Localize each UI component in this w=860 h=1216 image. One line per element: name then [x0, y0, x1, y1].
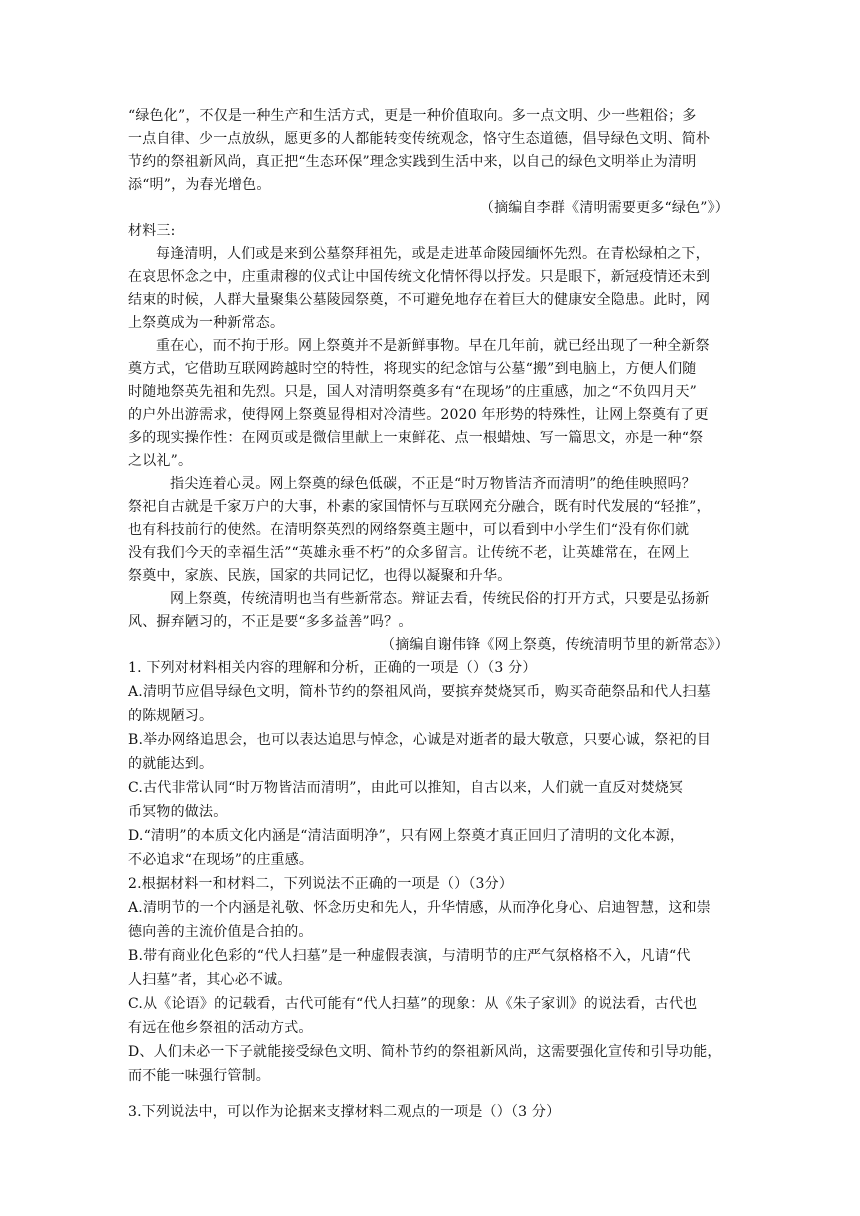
option-line: D.“清明”的本质文化内涵是“清洁面明净”，只有网上祭奠才真正回归了清明的文化本源，	[128, 828, 685, 844]
question-stem: 1. 下列对材料相关内容的理解和分析，正确的一项是（）（3 分）	[128, 660, 537, 676]
option-line: 人扫墓”者，其心必不诚。	[128, 972, 292, 988]
option-line: 的就能达到。	[128, 756, 214, 772]
option-line: 德向善的主流价值是合拍的。	[128, 924, 313, 940]
paragraph-line: 没有我们今天的幸福生活”“英雄永垂不朽”的众多留言。让传统不老，让英雄常在，在网上	[128, 545, 690, 561]
option-line: 不必追求“在现场”的庄重感。	[128, 852, 314, 868]
source-citation: （摘编自李群《清明需要更多“绿色”》）	[479, 200, 729, 216]
paragraph-line: 重在心，而不拘于形。网上祭奠并不是新鲜事物。早在几年前，就已经出现了一种全新祭	[156, 338, 710, 354]
option-line: 币冥物的做法。	[128, 804, 228, 820]
paragraph-line: 也有科技前行的使然。在清明祭英烈的网络祭奠主题中，可以看到中小学生们“没有你们就	[128, 522, 690, 538]
option-line: A.清明节的一个内涵是礼敬、怀念历史和先人，升华情感，从而净化身心、启迪智慧，这和崇	[128, 900, 711, 916]
option-line: B.举办网络追思会，也可以表达追思与悼念，心诚是对逝者的最大敬意，只要心诚，祭祀的目	[128, 732, 712, 748]
question-stem: 3.下列说法中，可以作为论据来支撑材料二观点的一项是（）（3 分）	[128, 1104, 561, 1120]
paragraph-line: 祭奠中，家族、民族，国家的共同记忆，也得以凝聚和升华。	[128, 568, 512, 584]
option-line: A.清明节应倡导绿色文明，简朴节约的祭祖风尚，要摈弃焚烧冥币，购买奇葩祭品和代人扫墓	[128, 684, 711, 700]
paragraph-line: 祭祀自古就是千家万户的大事，朴素的家国情怀与互联网充分融合，既有时代发展的“轻推”，	[128, 499, 711, 515]
option-line: C.古代非常认同“时万物皆洁而清明”，由此可以推知，自古以来，人们就一直反对焚烧冥	[128, 780, 684, 796]
paragraph-line: 风、摒弃陋习的，不正是要“多多益善”吗？。	[128, 614, 413, 630]
paragraph-line: 时随地祭英先祖和先烈。只是，国人对清明祭奠多有“在现场”的庄重感，加之“不负四月天”	[128, 384, 698, 400]
paragraph-line: 上祭奠成为一种新常态。	[128, 315, 285, 331]
paragraph-line: 节约的祭祖新风尚，真正把“生态环保”理念实践到生活中来，以自己的绿色文明举止为清明	[128, 154, 697, 170]
paragraph-line: 多的现实操作性：在网页或是微信里献上一束鲜花、点一根蜡烛、写一篇思文，亦是一种“祭	[128, 430, 704, 446]
paragraph-line: 之以礼”。	[128, 453, 193, 469]
material-heading: 材料三:	[128, 223, 176, 239]
paragraph-line: “绿色化”，不仅是一种生产和生活方式，更是一种价值取向。多一点文明、少一些粗俗；多	[128, 108, 697, 124]
option-line: 的陈规陋习。	[128, 708, 214, 724]
option-line: C.从《论语》的记载看，古代可能有“代人扫墓”的现象：从《朱子家训》的说法看，古代也	[128, 996, 698, 1012]
option-line: 有远在他乡祭祖的活动方式。	[128, 1020, 313, 1036]
paragraph-line: 一点自律、少一点放纵，愿更多的人都能转变传统观念，恪守生态道德，倡导绿色文明、简朴	[128, 131, 711, 147]
paragraph-line: 奠方式，它借助互联网跨越时空的特性，将现实的纪念馆与公墓“搬”到电脑上，方便人们随	[128, 361, 697, 377]
option-line: B.带有商业化色彩的“代人扫墓”是一种虚假表演，与清明节的庄严气氛格格不入，凡请“代	[128, 948, 691, 964]
question-stem: 2.根据材料一和材料二，下列说法不正确的一项是（）（3分）	[128, 876, 514, 892]
option-line: 而不能一味强行管制。	[128, 1068, 270, 1084]
paragraph-line: 添“明”，为春光增色。	[128, 177, 271, 193]
paragraph-line: 指尖连着心灵。网上祭奠的绿色低碳，不正是“时万物皆洁齐而清明”的绝佳映照吗？	[170, 476, 696, 492]
paragraph-line: 的户外出游需求，使得网上祭奠显得相对冷清些。2020 年形势的特殊性，让网上祭奠有了更	[128, 407, 709, 423]
option-line: D、人们未必一下子就能接受绿色文明、简朴节约的祭祖新风尚，这需要强化宣传和引导功能，	[128, 1044, 722, 1060]
paragraph-line: 每逢清明，人们或是来到公墓祭拜祖先，或是走进革命陵园缅怀先烈。在青松绿柏之下，	[156, 246, 710, 262]
paragraph-line: 在哀思怀念之中，庄重肃穆的仪式让中国传统文化情怀得以抒发。只是眼下，新冠疫情还未到	[128, 269, 711, 285]
paragraph-line: 网上祭奠，传统清明也当有些新常态。辩证去看，传统民俗的打开方式，只要是弘扬新	[170, 591, 710, 607]
source-citation: （摘编自谢伟锋《网上祭奠，传统清明节里的新常态》）	[381, 637, 729, 653]
paragraph-line: 结束的时候，人群大量聚集公墓陵园祭奠，不可避免地存在着巨大的健康安全隐患。此时，网	[128, 292, 711, 308]
